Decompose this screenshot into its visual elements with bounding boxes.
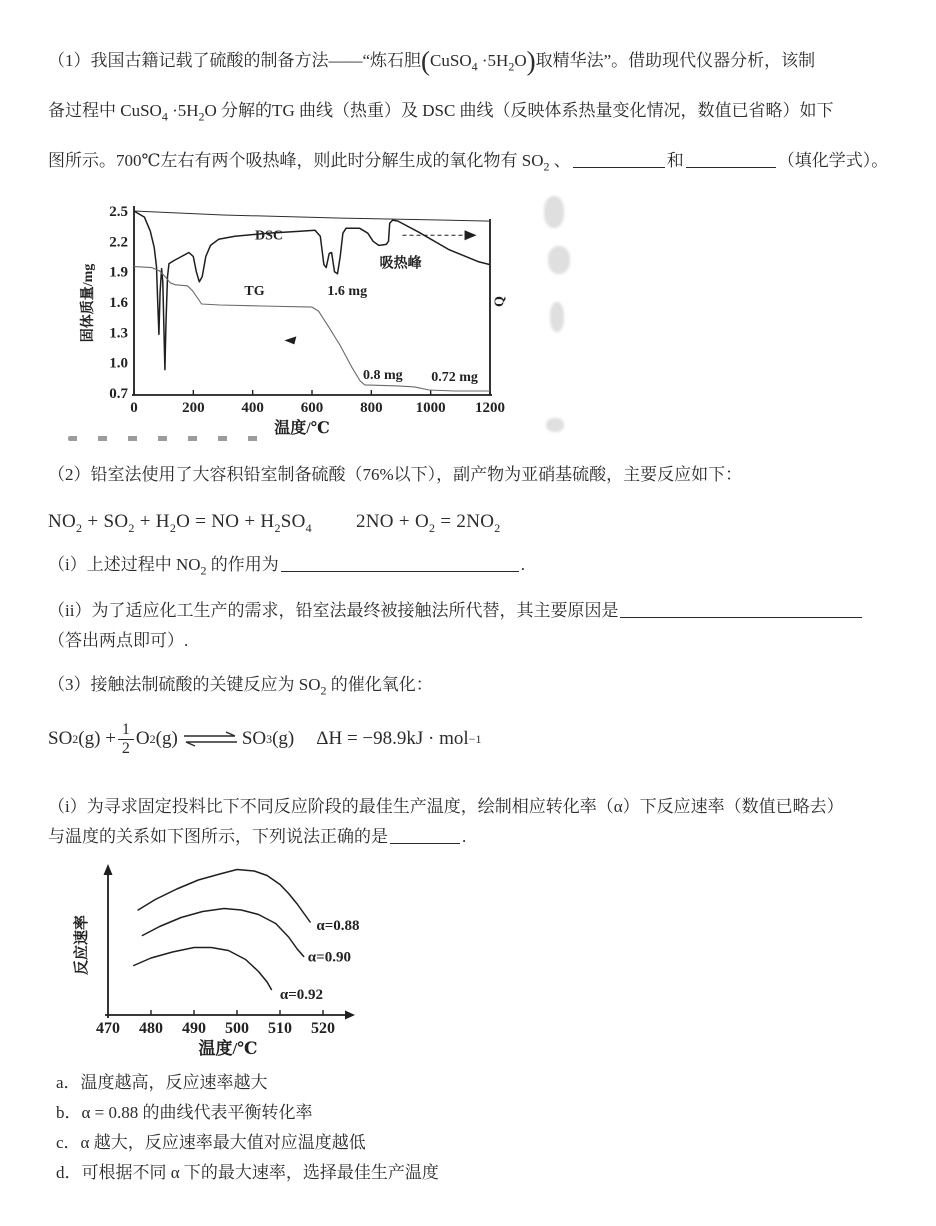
q3-intro: （3）接触法制硫酸的关键反应为 $SO_2$ 的催化氧化： [48,675,433,698]
scan-artifact [550,302,564,332]
alpha-curve [134,948,272,990]
q3-item-i [48,792,908,852]
scan-artifact [548,246,570,274]
q2-item-i: （i）上述过程中 $NO_2$ 的作用为 . [48,555,526,578]
chart-annotation: TG [244,283,265,299]
x-tick-label: 500 [225,1020,249,1037]
answer-blank [573,151,665,168]
tg-dsc-figure [62,190,622,454]
x-tick-label: 480 [139,1020,163,1037]
option-d: d．可根据不同 α 下的最大速率，选择最佳生产温度 [56,1163,439,1182]
x-tick-label: 0 [130,400,138,416]
x-axis-label: 温度/℃ [274,420,330,437]
rate-temperature-figure [60,860,420,1062]
option-list [48,1068,908,1188]
y-axis-label: 反应速率 [74,914,90,976]
y-tick-label: 1.3 [109,325,128,342]
axes [132,206,492,395]
right-arrowhead-icon [465,230,477,240]
q1-line2: 备过程中 CuSO$_4$ $\cdot 5H_2O$ 分解的TG 曲线（热重）及 DSC 曲线（反映体系热量变化情况，数值已省略）如下 [48,101,834,124]
scan-artifact [546,418,564,432]
q2-item-ii [48,596,908,656]
chart-annotation: DSC [255,228,284,244]
fraction: $\frac{1}{2}$ [118,721,134,758]
chart-annotation: 0.72 mg [431,369,478,385]
q2-item-ii-line1: （ii）为了适应化工生产的需求，铅室法最终被接触法所代替，其主要原因是 [48,596,908,626]
x-axis-arrow-icon [345,1011,355,1020]
q3-item-i-line2: 与温度的关系如下图所示，下列说法正确的是 . [48,827,467,846]
q1-line1: （1）我国古籍记载了硫酸的制备方法——“炼石胆(CuSO$_4$ $\cdot 5H_2O$)取精华法”。借助现代仪器分析，该制 [48,46,816,76]
option-c: c．α 越大，反应速率最大值对应温度越低 [56,1133,366,1152]
q2-item-ii-line2: （答出两点即可）. [48,631,189,650]
option-a: a．温度越高，反应速率越大 [56,1073,268,1092]
alpha-curve [138,870,310,923]
x-tick-label: 200 [182,400,205,416]
chart-annotation: 1.6 mg [327,283,368,299]
x-tick-label: 1200 [475,400,505,416]
y-tick-label: 1.6 [109,295,128,311]
answer-blank [390,827,460,844]
q2-intro: （2）铅室法使用了大容积铅室制备硫酸（76%以下），副产物为亚硝基硫酸，主要反应如下： [48,465,743,484]
q1-line3: 图所示。700℃左右有两个吸热峰，则此时分解生成的氧化物有 $SO_2$ 、 和 （填化学式）。 [48,151,889,174]
scan-artifact [544,196,564,228]
rate-temperature-chart [60,860,420,1062]
curve-label: α=0.90 [307,949,351,966]
x-axis-label: 温度/℃ [198,1039,258,1058]
scan-artifact [68,436,268,441]
q3-item-i-line1: （i）为寻求固定投料比下不同反应阶段的最佳生产温度，绘制相应转化率（α）下反应速率（数值已略去） [48,797,844,816]
q2-equation: $NO_2 + SO_2 + H_2O$ = NO + $H_2SO_4$ $2NO + O_2 = 2NO_2$ [48,511,501,535]
chart-annotation: Q [492,296,508,308]
chart-annotation: 0.8 mg [363,367,403,383]
x-tick-label: 510 [268,1020,292,1037]
equilibrium-arrow-icon [181,731,239,747]
option-b: b．α = 0.88 的曲线代表平衡转化率 [56,1103,313,1122]
x-tick-label: 400 [241,400,264,416]
y-tick-label: 1.9 [109,264,128,281]
curve-label: α=0.92 [279,987,324,1003]
x-tick-label: 470 [96,1020,120,1037]
answer-blank [281,555,519,572]
y-tick-label: 1.0 [109,355,128,372]
x-tick-label: 800 [360,400,383,416]
left-arrowhead-icon [284,336,296,344]
question-1 [48,36,908,186]
x-tick-label: 520 [311,1020,335,1037]
curve-label: α=0.88 [316,918,360,934]
q3-equation: SO 2 (g) + $\frac{1}{2}$ O 2 (g) SO 3 (g) ΔH = −98.9kJ · mol −1 [48,720,482,757]
answer-blank [686,151,776,168]
y-tick-label: 0.7 [109,386,128,402]
x-tick-label: 490 [182,1020,206,1037]
y-axis-arrow-icon [104,864,113,875]
x-tick-label: 1000 [415,400,446,416]
dsc-curve [134,211,490,370]
y-tick-label: 2.2 [109,234,128,251]
answer-blank [620,601,862,618]
y-tick-label: 2.5 [109,204,128,220]
baseline-curve [134,211,490,221]
y-axis-label: 固体质量/mg [81,263,96,343]
chart-annotation: 吸热峰 [379,256,422,272]
x-tick-label: 600 [300,400,324,416]
tg-dsc-chart [62,190,532,448]
